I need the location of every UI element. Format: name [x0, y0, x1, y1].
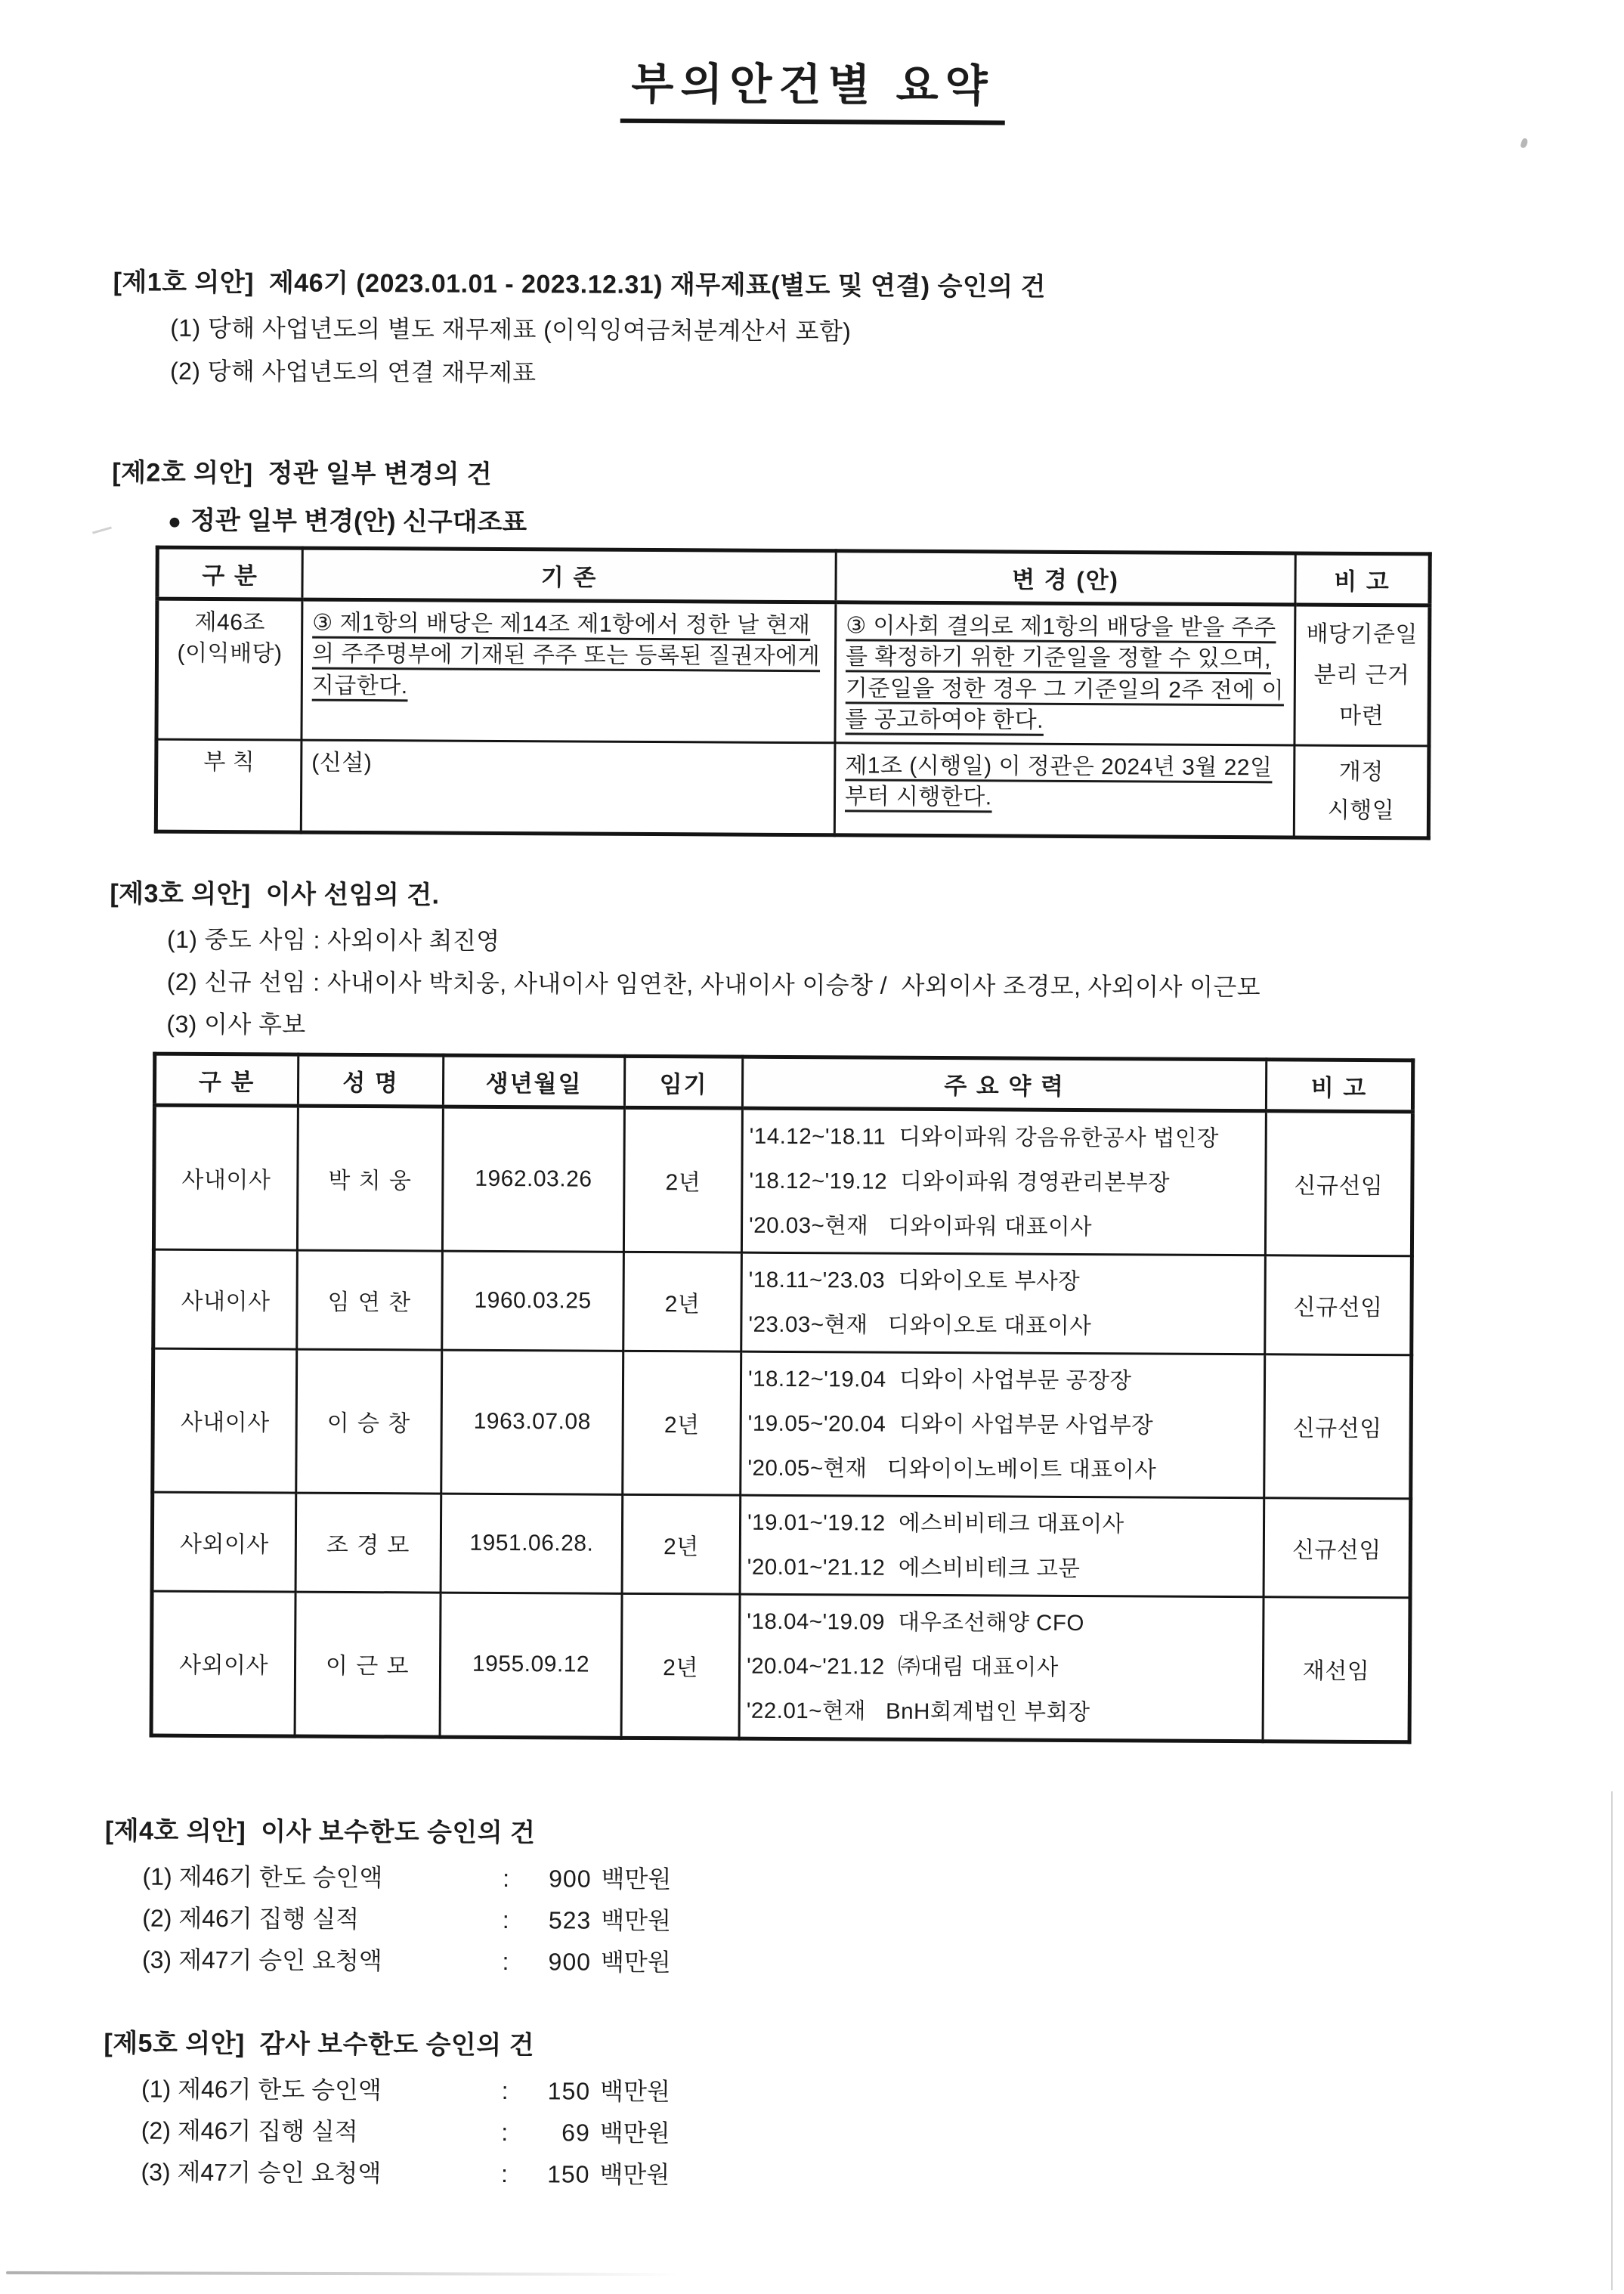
agenda-5-section — [0, 2021, 1615, 2195]
amount-label: (3) 제47기 승인 요청액 — [141, 1946, 382, 1974]
table-row — [153, 1249, 1412, 1355]
t1-header-existing: 기 존 — [302, 548, 836, 602]
t1-cell-category: 제46조 (이익배당) — [156, 599, 302, 740]
agenda-3-item-3: (3) 이사 후보 — [166, 1010, 306, 1039]
t2-cell-birthdate: 1963.07.08 — [441, 1350, 623, 1494]
t2-cell-name: 이 근 모 — [295, 1592, 441, 1737]
amount-label: (2) 제46기 집행 실적 — [142, 1904, 360, 1933]
agenda-3-item-2: (2) 신규 선임 : 사내이사 박치웅, 사내이사 임연찬, 사내이사 이승창 / 사외이사 조경모, 사외이사 이근모 — [166, 967, 1261, 1001]
t2-cell-note: 신규선임 — [1265, 1110, 1412, 1255]
agenda-1-item-2: (2) 당해 사업년도의 연결 재무제표 — [169, 357, 537, 387]
agenda-2-subtitle — [168, 500, 1622, 544]
agenda-1-section — [0, 260, 1624, 394]
t2-cell-name: 임 연 찬 — [297, 1250, 443, 1350]
career-line: '19.05~'20.04 디와이 사업부문 사업부장 — [747, 1410, 1154, 1438]
t2-header-birthdate: 생년월일 — [443, 1055, 624, 1107]
document-title: 부의안건별 요약 — [620, 48, 1005, 125]
t2-cell-career — [741, 1351, 1265, 1498]
amount-line — [142, 1857, 1615, 1899]
t2-cell-type: 사외이사 — [151, 1591, 295, 1736]
articles-amendment-table — [154, 546, 1432, 840]
t2-cell-career — [741, 1252, 1266, 1354]
amount-colon: : — [501, 2118, 509, 2146]
career-line: '18.12~'19.04 디와이 사업부문 공장장 — [747, 1366, 1132, 1393]
agenda-1-heading: [제1호 의안] 제46기 (2023.01.01 - 2023.12.31) 재무제표(별도 및 연결) 승인의 건 — [113, 268, 1046, 302]
career-line: '14.12~'18.11 디와이파워 강음유한공사 법인장 — [749, 1123, 1220, 1151]
t1-cell-changed: 제1조 (시행일) 이 정관은 2024년 3월 22일부터 시행한다. — [834, 742, 1295, 837]
agenda-3-item-1: (1) 중도 사임 : 사외이사 최진영 — [166, 925, 500, 955]
amount-value: 523 — [548, 1905, 592, 1934]
t2-cell-term: 2년 — [621, 1593, 740, 1738]
agenda-1-item-1: (1) 당해 사업년도의 별도 재무제표 (이익잉여금처분계산서 포함) — [170, 314, 852, 345]
career-line: '23.03~현재 디와이오토 대표이사 — [748, 1311, 1092, 1339]
scan-edge-line — [1611, 1791, 1613, 2290]
t2-header-type: 구 분 — [154, 1054, 298, 1106]
amount-line — [141, 2070, 1614, 2112]
t2-cell-note: 재선임 — [1263, 1596, 1410, 1741]
career-line: '22.01~현재 BnH회계법인 부회장 — [746, 1698, 1090, 1725]
table-row — [156, 599, 1430, 745]
amount-line — [142, 1940, 1615, 1983]
t2-cell-term: 2년 — [622, 1494, 741, 1594]
amount-value: 900 — [548, 1947, 592, 1976]
table-row — [153, 1105, 1412, 1256]
amount-unit: 백만원 — [600, 1948, 671, 1976]
t2-cell-name: 이 승 창 — [296, 1349, 442, 1494]
t1-header-changed: 변 경 (안) — [836, 551, 1295, 605]
amount-unit: 백만원 — [600, 2077, 670, 2105]
amount-label: (1) 제46기 한도 승인액 — [141, 2075, 382, 2104]
amount-value: 69 — [561, 2118, 590, 2147]
table-row — [151, 1591, 1410, 1742]
t1-header-category: 구 분 — [157, 547, 302, 599]
t2-cell-career — [739, 1594, 1264, 1741]
amount-unit: 백만원 — [601, 1906, 672, 1934]
director-candidates-table — [150, 1051, 1415, 1744]
agenda-5-heading: [제5호 의안] 감사 보수한도 승인의 건 — [104, 2028, 535, 2060]
t2-cell-type: 사내이사 — [153, 1249, 298, 1349]
t1-cell-existing: ③ 제1항의 배당은 제14조 제1항에서 정한 날 현재의 주주명부에 기재된 주주 또는 등록된 질권자에게 지급한다. — [302, 599, 836, 742]
amount-colon: : — [500, 2159, 509, 2187]
t2-cell-type: 사외이사 — [152, 1492, 296, 1592]
title-wrap — [1, 0, 1624, 128]
t1-cell-note: 개정 시행일 — [1294, 745, 1429, 838]
amount-value: 150 — [547, 2159, 590, 2188]
amount-unit: 백만원 — [599, 2119, 670, 2147]
agenda-2-heading: [제2호 의안] 정관 일부 변경의 건 — [112, 458, 493, 489]
t2-cell-note: 신규선임 — [1264, 1497, 1411, 1597]
table-row — [156, 739, 1429, 838]
t1-cell-category: 부 칙 — [156, 739, 302, 832]
career-line: '18.04~'19.09 대우조선해양 CFO — [747, 1608, 1084, 1636]
table-row — [152, 1492, 1411, 1598]
t2-cell-term: 2년 — [623, 1107, 742, 1252]
amount-value: 150 — [547, 2076, 591, 2105]
t2-cell-note: 신규선임 — [1264, 1354, 1412, 1498]
t1-header-note: 비 고 — [1295, 553, 1430, 605]
amount-unit: 백만원 — [599, 2160, 670, 2188]
table-row — [153, 1348, 1412, 1499]
career-line: '18.11~'23.03 디와이오토 부사장 — [748, 1267, 1081, 1294]
amount-label: (2) 제46기 집행 실적 — [141, 2116, 358, 2145]
table-header-row — [157, 547, 1430, 605]
t2-cell-term: 2년 — [623, 1252, 742, 1351]
agenda-2-section — [0, 450, 1622, 841]
amount-unit: 백만원 — [601, 1865, 672, 1893]
t2-cell-name: 박 치 웅 — [297, 1106, 443, 1251]
amount-line — [141, 2153, 1613, 2195]
agenda-3-section — [0, 871, 1621, 1744]
career-line: '18.12~'19.12 디와이파워 경영관리본부장 — [749, 1168, 1171, 1196]
t2-header-term: 임기 — [624, 1056, 742, 1108]
t2-cell-note: 신규선임 — [1265, 1255, 1412, 1354]
amount-colon: : — [502, 1947, 509, 1975]
t2-cell-career — [741, 1108, 1266, 1255]
amount-label: (3) 제47기 승인 요청액 — [141, 2158, 382, 2187]
amount-line — [141, 2111, 1614, 2153]
t2-header-name: 성 명 — [298, 1054, 443, 1107]
agenda-3-heading: [제3호 의안] 이사 선임의 건. — [110, 878, 440, 910]
bullet-icon: ● — [167, 509, 182, 534]
table-header-row — [154, 1054, 1412, 1112]
amount-colon: : — [501, 2076, 509, 2104]
t2-cell-birthdate: 1960.03.25 — [442, 1251, 624, 1351]
career-line: '20.05~현재 디와이이노베이트 대표이사 — [747, 1455, 1157, 1483]
career-line: '20.01~'21.12 에스비비테크 고문 — [747, 1554, 1081, 1581]
amount-colon: : — [503, 1864, 510, 1892]
agenda-4-section — [0, 1809, 1616, 1983]
amount-line — [142, 1899, 1615, 1941]
t2-cell-type: 사내이사 — [153, 1105, 298, 1250]
t2-cell-term: 2년 — [623, 1351, 741, 1495]
t1-cell-changed: ③ 이사회 결의로 제1항의 배당을 받을 주주를 확정하기 위한 기준일을 정할 수 있으며, 기준일을 정한 경우 그 기준일의 2주 전에 이를 공고하여야 한다. — [835, 602, 1295, 745]
t2-cell-birthdate: 1951.06.28. — [441, 1494, 623, 1593]
amount-label: (1) 제46기 한도 승인액 — [142, 1862, 383, 1891]
t2-cell-birthdate: 1962.03.26 — [442, 1107, 624, 1252]
t2-header-career: 주 요 약 력 — [742, 1057, 1266, 1111]
career-line: '19.01~'19.12 에스비비테크 대표이사 — [747, 1509, 1124, 1537]
t2-cell-birthdate: 1955.09.12 — [440, 1593, 622, 1738]
t2-cell-type: 사내이사 — [153, 1348, 297, 1493]
amount-colon: : — [502, 1905, 509, 1933]
career-line: '20.04~'21.12 ㈜대림 대표이사 — [746, 1653, 1059, 1680]
t1-cell-note: 배당기준일 분리 근거 마련 — [1295, 605, 1430, 745]
agenda-4-heading: [제4호 의안] 이사 보수한도 승인의 건 — [104, 1816, 536, 1847]
t2-cell-career — [740, 1495, 1264, 1597]
agenda-2-subtitle-label: 정관 일부 변경(안) 신구대조표 — [190, 506, 527, 537]
t2-cell-name: 조 경 모 — [295, 1493, 441, 1593]
t2-header-note: 비 고 — [1266, 1059, 1412, 1111]
t1-cell-existing: (신설) — [301, 740, 835, 835]
amount-value: 900 — [549, 1864, 592, 1893]
career-line: '20.03~현재 디와이파워 대표이사 — [749, 1212, 1093, 1240]
